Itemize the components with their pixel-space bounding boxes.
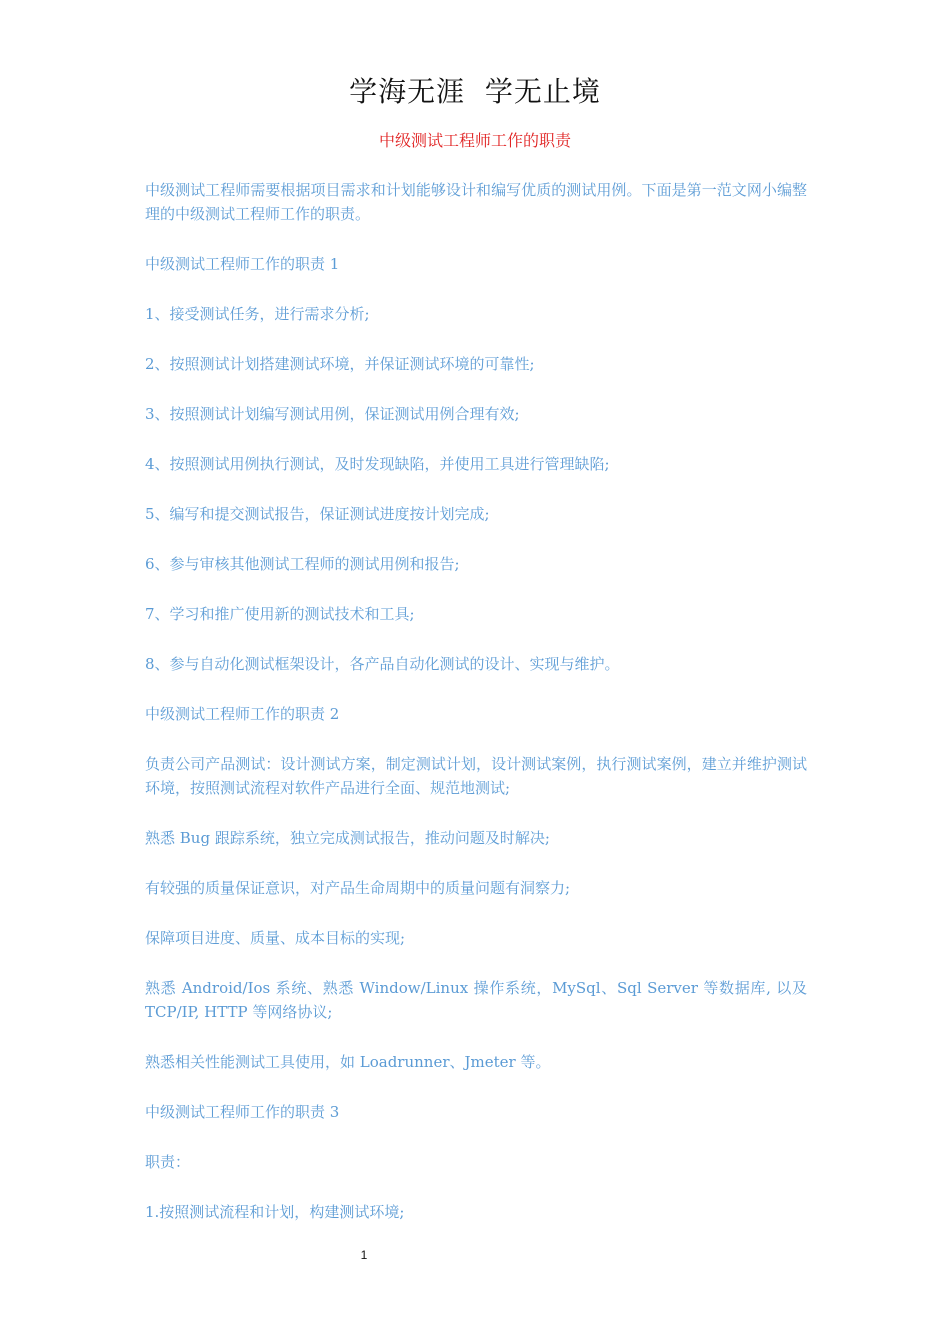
- document-body: [145, 178, 807, 1250]
- body-paragraph: 有较强的质量保证意识，对产品生命周期中的质量问题有洞察力;: [145, 879, 571, 897]
- body-paragraph: 职责：: [145, 1153, 191, 1171]
- header-title: 学海无涯 学无止境: [349, 75, 601, 108]
- list-item: 1、接受测试任务，进行需求分析;: [145, 305, 370, 323]
- list-item: 5、编写和提交测试报告，保证测试进度按计划完成;: [145, 505, 490, 523]
- section-heading-3: 中级测试工程师工作的职责 3: [145, 1103, 340, 1121]
- body-paragraph: 负责公司产品测试：设计测试方案，制定测试计划，设计测试案例，执行测试案例，建立并维护测试环境，按照测试流程对软件产品进行全面、规范地测试;: [145, 755, 807, 797]
- body-paragraph: 熟悉 Android/Ios 系统、熟悉 Window/Linux 操作系统，MySql、Sql Server 等数据库, 以及 TCP/IP, HTTP 等网络协议;: [145, 979, 807, 1021]
- list-item: 2、按照测试计划搭建测试环境，并保证测试环境的可靠性;: [145, 355, 535, 373]
- list-item: 1.按照测试流程和计划，构建测试环境;: [145, 1203, 405, 1221]
- intro-paragraph: 中级测试工程师需要根据项目需求和计划能够设计和编写优质的测试用例。下面是第一范文网小编整理的中级测试工程师工作的职责。: [145, 181, 807, 223]
- list-item: 3、按照测试计划编写测试用例，保证测试用例合理有效;: [145, 405, 520, 423]
- section-heading-2: 中级测试工程师工作的职责 2: [145, 705, 340, 723]
- body-paragraph: 保障项目进度、质量、成本目标的实现;: [145, 929, 406, 947]
- list-item: 8、参与自动化测试框架设计，各产品自动化测试的设计、实现与维护。: [145, 655, 620, 673]
- page-number: 1: [360, 1248, 368, 1262]
- list-item: 4、按照测试用例执行测试，及时发现缺陷，并使用工具进行管理缺陷;: [145, 455, 610, 473]
- body-paragraph: 熟悉相关性能测试工具使用，如 Loadrunner、Jmeter 等。: [145, 1053, 551, 1071]
- document-title: 中级测试工程师工作的职责: [378, 131, 571, 150]
- section-heading-1: 中级测试工程师工作的职责 1: [145, 255, 340, 273]
- list-item: 6、参与审核其他测试工程师的测试用例和报告;: [145, 555, 460, 573]
- body-paragraph: 熟悉 Bug 跟踪系统，独立完成测试报告，推动问题及时解决;: [145, 829, 550, 847]
- list-item: 7、学习和推广使用新的测试技术和工具;: [145, 605, 415, 623]
